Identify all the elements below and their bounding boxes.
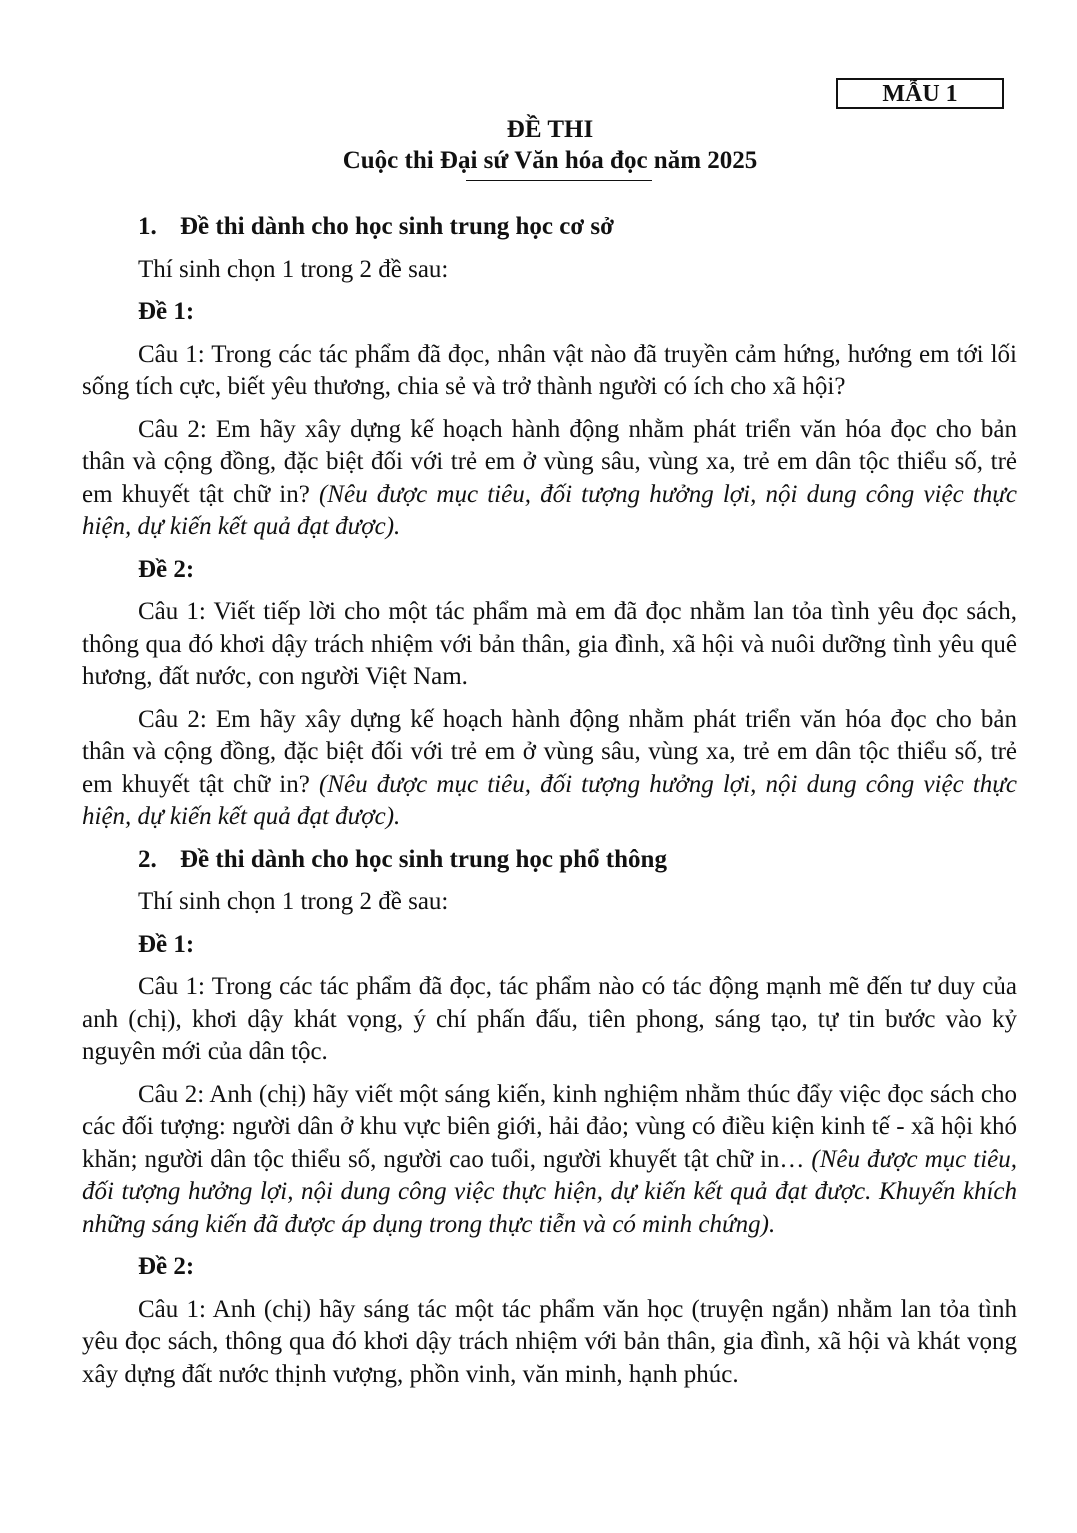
section-heading-2 [82,844,1017,877]
exam-label: Đề 2: [138,555,195,583]
exam-label: Đề 1: [138,298,195,325]
question-note: (Nêu được mục tiêu, đối tượng hưởng lợi, nội dung công việc thực hiện, dự kiến kết quả đạt được). [82,480,1017,540]
document-subtitle: Cuộc thi Đại sứ Văn hóa đọc năm 2025 [342,147,758,174]
section-instruction: Thí sinh chọn 1 trong 2 đề sau: [138,888,449,915]
question-2 [82,704,1017,834]
section-heading-1 [82,211,1017,244]
question-text: Câu 2: Anh (chị) hãy viết một sáng kiến, kinh nghiệm nhằm thúc đẩy việc đọc sách cho các đối tượng: người dân ở khu vực biên giới, hải đảo; vùng có điều kiện kinh tế - xã hội khó khăn; người dân tộc thiểu số, người cao tuổi, người khuyết tật chữ in… [82,1080,1017,1173]
document-title: ĐỀ THI [506,116,594,143]
section-number: 2. [138,845,157,873]
title-underline [466,180,652,181]
question-1: Câu 1: Trong các tác phẩm đã đọc, tác phẩm nào có tác động mạnh mẽ đến tư duy của anh (chị), khơi dậy khát vọng, ý chí phấn đấu, tiên phong, sáng tạo, tự tin bước vào kỷ nguyên mới của dân tộc. [82,973,1017,1065]
question-1: Câu 1: Trong các tác phẩm đã đọc, nhân vật nào đã truyền cảm hứng, hướng em tới lối sống tích cực, biết yêu thương, chia sẻ và trở thành người có ích cho xã hội? [82,340,1017,400]
form-label-box: MẪU 1 [836,78,1004,109]
question-text: Câu 2: Em hãy xây dựng kế hoạch hành động nhằm phát triển văn hóa đọc cho bản thân và cộng đồng, đặc biệt đối với trẻ em ở vùng sâu, vùng xa, trẻ em dân tộc thiểu số, trẻ em khuyết tật chữ in? [82,415,1017,508]
question-2 [82,1079,1017,1242]
question-2 [82,414,1017,544]
section-heading-text: Đề thi dành cho học sinh trung học phổ thông [180,845,667,873]
exam-label: Đề 1: [138,930,195,958]
question-1: Câu 1: Viết tiếp lời cho một tác phẩm mà em đã đọc nhằm lan tỏa tình yêu đọc sách, thông qua đó khơi dậy trách nhiệm với bản thân, gia đình, xã hội và nuôi dưỡng tình yêu quê hương, đất nước, con người Việt Nam. [82,598,1017,690]
question-1: Câu 1: Anh (chị) hãy sáng tác một tác phẩm văn học (truyện ngắn) nhằm lan tỏa tình yêu đọc sách, thông qua đó khơi dậy trách nhiệm với bản thân, gia đình, xã hội và khát vọng xây dựng đất nước thịnh vượng, phồn vinh, văn minh, hạnh phúc. [82,1295,1017,1388]
section-heading-text: Đề thi dành cho học sinh trung học cơ sở [180,213,615,240]
document-body [82,206,1017,1391]
question-note: (Nêu được mục tiêu, đối tượng hưởng lợi, nội dung công việc thực hiện, dự kiến kết quả đạt được). [82,770,1017,830]
section-instruction: Thí sinh chọn 1 trong 2 đề sau: [138,255,449,283]
question-note: (Nêu được mục tiêu, đối tượng hưởng lợi, nội dung công việc thực hiện, dự kiến kết quả đạt được. Khuyến khích những sáng kiến đã được áp dụng trong thực tiễn và có minh chứng). [82,1145,1018,1238]
section-number: 1. [138,213,157,240]
exam-label: Đề 2: [138,1253,195,1280]
question-text: Câu 2: Em hãy xây dựng kế hoạch hành động nhằm phát triển văn hóa đọc cho bản thân và cộng đồng, đặc biệt đối với trẻ em ở vùng sâu, vùng xa, trẻ em dân tộc thiểu số, trẻ em khuyết tật chữ in? [82,705,1017,798]
